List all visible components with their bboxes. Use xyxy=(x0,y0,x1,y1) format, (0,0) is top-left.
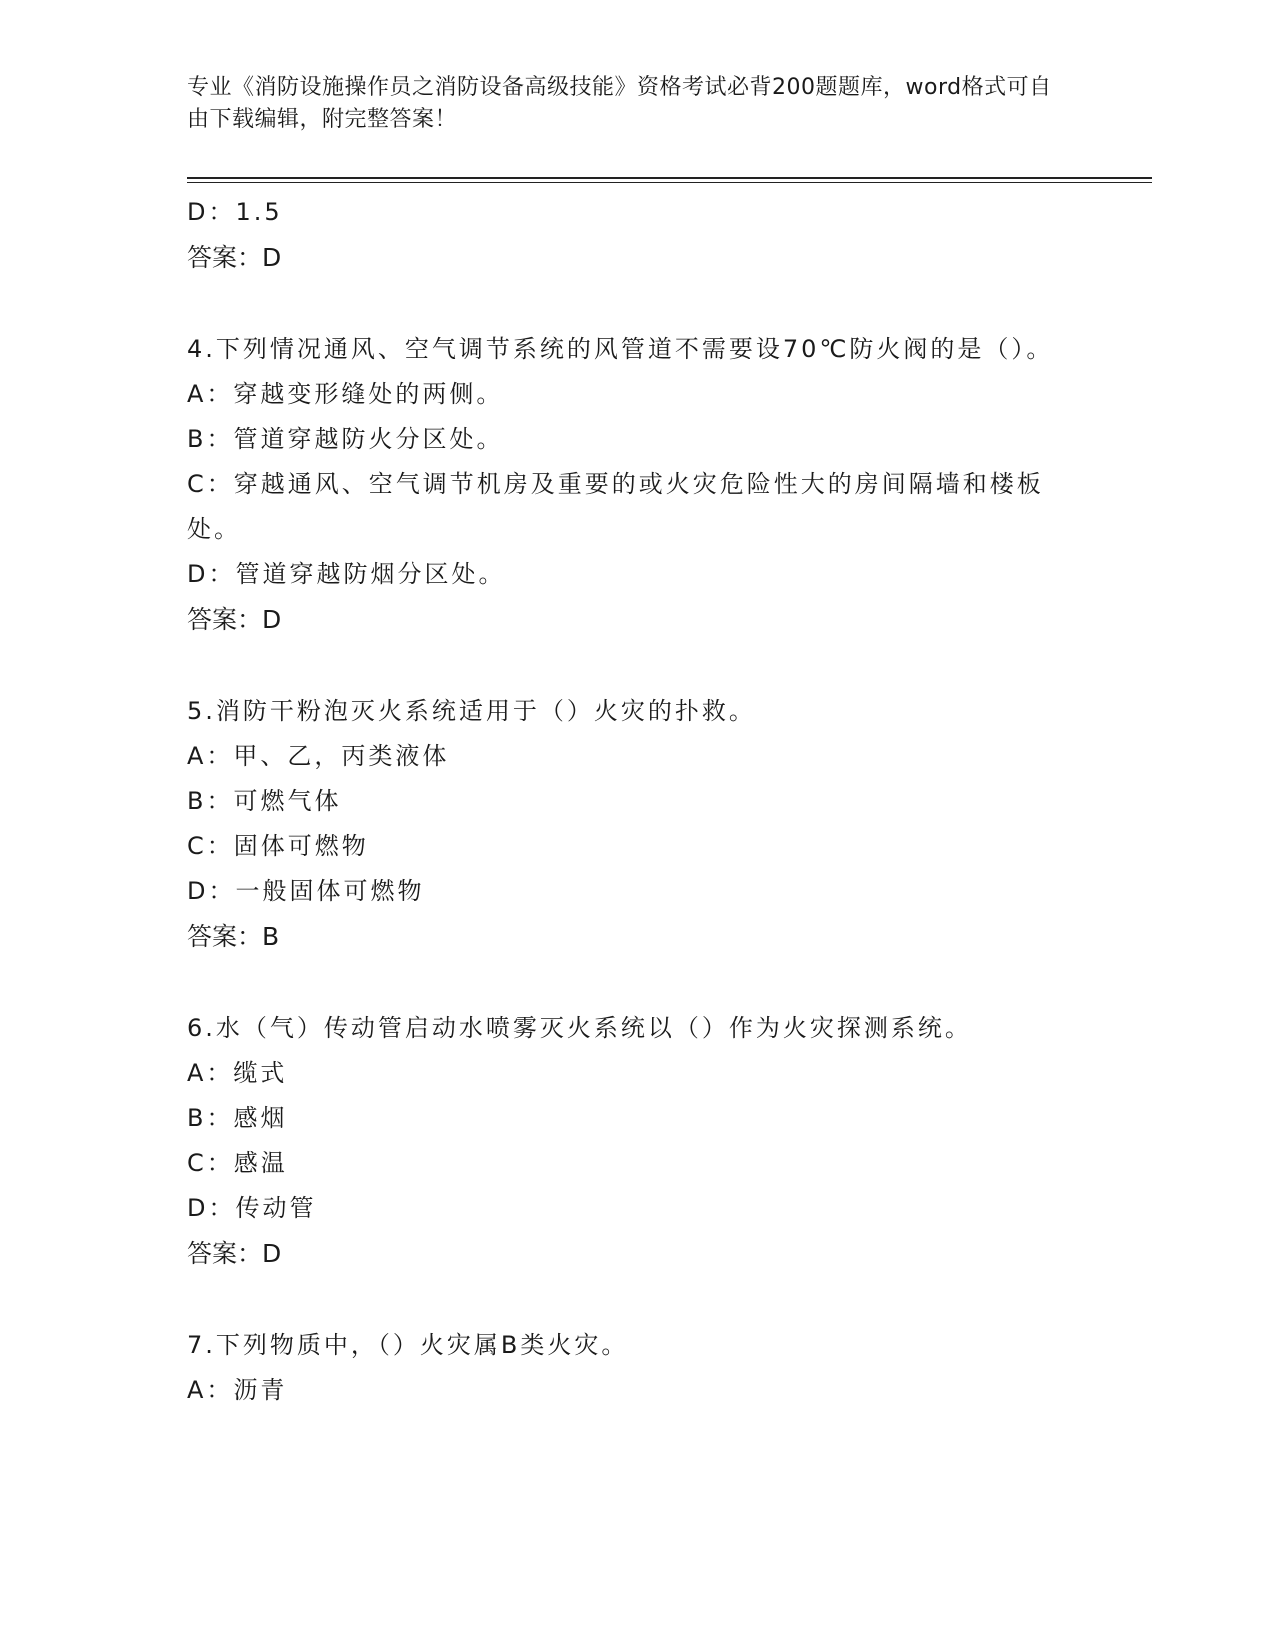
question-6 xyxy=(187,1006,1087,1276)
document-header: 专业《消防设施操作员之消防设备高级技能》资格考试必背200题题库，word格式可自由下载编辑，附完整答案！ xyxy=(187,75,1052,132)
question-stem: 7.下列物质中，（）火灾属B类火灾。 xyxy=(187,1331,629,1359)
answer: 答案：B xyxy=(187,922,280,951)
option-a: A：穿越变形缝处的两侧。 xyxy=(187,380,504,408)
header-divider-thin xyxy=(187,182,1152,183)
option-b: B：感烟 xyxy=(187,1104,288,1132)
question-stem: 6.水（气）传动管启动水喷雾灭火系统以（）作为火灾探测系统。 xyxy=(187,1014,972,1042)
option-c: C：穿越通风、空气调节机房及重要的或火灾危险性大的房间隔墙和楼板处。 xyxy=(187,470,1044,543)
document-body xyxy=(187,190,1087,1413)
option-a: A：甲、乙，丙类液体 xyxy=(187,742,450,770)
option-c: C：感温 xyxy=(187,1149,288,1177)
option-d: D：一般固体可燃物 xyxy=(187,877,425,905)
question-5 xyxy=(187,689,1087,959)
question-stem: 4.下列情况通风、空气调节系统的风管道不需要设70℃防火阀的是（）。 xyxy=(187,335,1054,363)
option-b: B：管道穿越防火分区处。 xyxy=(187,425,504,453)
answer: 答案：D xyxy=(187,605,282,634)
option-a: A：缆式 xyxy=(187,1059,288,1087)
question-4 xyxy=(187,327,1087,642)
option-d-prev: D：1.5 xyxy=(187,198,283,226)
answer: 答案：D xyxy=(187,1239,282,1268)
header-divider-thick xyxy=(187,177,1152,179)
question-stem: 5.消防干粉泡灭火系统适用于（）火灾的扑救。 xyxy=(187,697,756,725)
option-b: B：可燃气体 xyxy=(187,787,342,815)
question-7 xyxy=(187,1323,1087,1413)
option-c: C：固体可燃物 xyxy=(187,832,369,860)
answer-prev: 答案：D xyxy=(187,243,282,272)
option-a: A：沥青 xyxy=(187,1376,288,1404)
option-d: D：管道穿越防烟分区处。 xyxy=(187,560,506,588)
option-d: D：传动管 xyxy=(187,1194,317,1222)
